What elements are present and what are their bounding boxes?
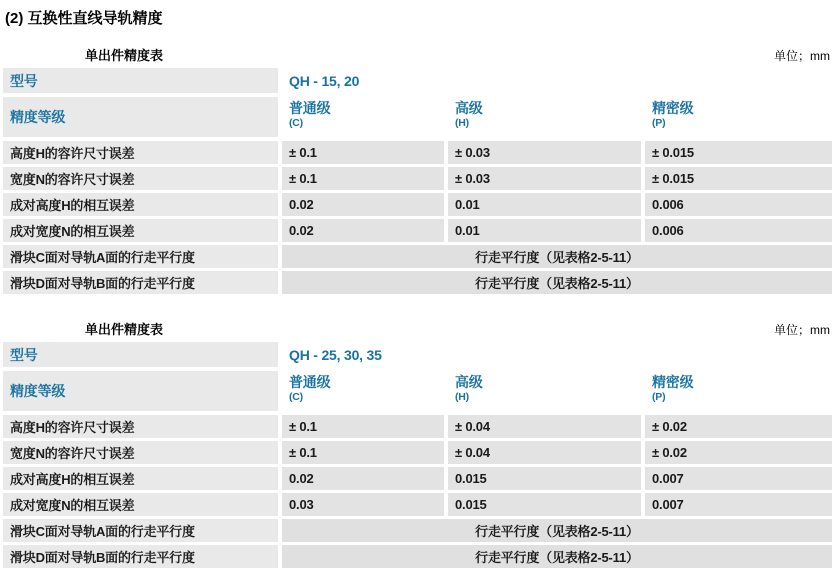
grade-code: (P) [652, 391, 666, 403]
value-p: ± 0.015 [645, 141, 832, 164]
value-h: ± 0.04 [448, 441, 641, 464]
grade-label: 精度等级 [3, 371, 278, 411]
value-c: 0.02 [282, 219, 444, 242]
grade-name: 高级 [455, 374, 483, 390]
table-row [3, 141, 832, 164]
precision-table-qh-25-30-35 [3, 321, 832, 568]
value-c: ± 0.1 [282, 167, 444, 190]
row-label: 宽度N的容许尺寸误差 [3, 167, 278, 190]
value-p: 0.006 [645, 193, 832, 216]
table-caption: 单出件精度表 [85, 322, 164, 337]
grade-code: (H) [455, 391, 469, 403]
table-row [3, 519, 832, 542]
model-row [3, 68, 832, 93]
value-c: 0.03 [282, 493, 444, 516]
model-row [3, 342, 832, 367]
unit-label: 单位；mm [774, 323, 830, 337]
value-p: 0.007 [645, 493, 832, 516]
value-h: 0.01 [448, 219, 641, 242]
value-h: 0.015 [448, 493, 641, 516]
table-row [3, 441, 832, 464]
table-row [3, 193, 832, 216]
span-value: 行走平行度（见表格2-5-11） [282, 245, 832, 268]
table-row [3, 219, 832, 242]
span-value: 行走平行度（见表格2-5-11） [282, 519, 832, 542]
value-h: ± 0.04 [448, 415, 641, 438]
value-p: ± 0.02 [645, 415, 832, 438]
table-row [3, 167, 832, 190]
value-h: ± 0.03 [448, 167, 641, 190]
grade-name: 普通级 [289, 100, 331, 116]
value-c: ± 0.1 [282, 441, 444, 464]
table-row [3, 545, 832, 568]
row-label: 滑块D面对导轨B面的行走平行度 [3, 545, 278, 568]
grade-header-row [3, 97, 832, 137]
value-h: 0.01 [448, 193, 641, 216]
grade-name: 精密级 [652, 100, 694, 116]
value-p: 0.006 [645, 219, 832, 242]
grade-code: (C) [289, 117, 303, 129]
value-c: 0.02 [282, 467, 444, 490]
value-h: 0.015 [448, 467, 641, 490]
grade-high [448, 97, 641, 137]
row-label: 成对宽度N的相互误差 [3, 493, 278, 516]
grade-normal [282, 97, 444, 137]
table-row [3, 415, 832, 438]
value-c: ± 0.1 [282, 141, 444, 164]
page-title: (2) 互换性直线导轨精度 [5, 10, 163, 27]
unit-label: 单位；mm [774, 49, 830, 63]
model-label: 型号 [3, 342, 278, 367]
value-h: ± 0.03 [448, 141, 641, 164]
grade-precision [645, 371, 832, 411]
grade-normal [282, 371, 444, 411]
value-p: ± 0.015 [645, 167, 832, 190]
row-label: 成对高度H的相互误差 [3, 193, 278, 216]
grade-precision [645, 97, 832, 137]
grade-name: 普通级 [289, 374, 331, 390]
precision-table-qh-15-20 [3, 47, 832, 294]
table-caption: 单出件精度表 [85, 48, 164, 63]
row-label: 成对高度H的相互误差 [3, 467, 278, 490]
value-p: ± 0.02 [645, 441, 832, 464]
model-label: 型号 [3, 68, 278, 93]
grade-name: 精密级 [652, 374, 694, 390]
table-row [3, 467, 832, 490]
model-value: QH - 15, 20 [282, 68, 832, 93]
row-label: 成对宽度N的相互误差 [3, 219, 278, 242]
row-label: 高度H的容许尺寸误差 [3, 141, 278, 164]
row-label: 滑块C面对导轨A面的行走平行度 [3, 519, 278, 542]
caption-row [3, 47, 832, 64]
grade-code: (C) [289, 391, 303, 403]
table-row [3, 271, 832, 294]
model-value: QH - 25, 30, 35 [282, 342, 832, 367]
row-label: 高度H的容许尺寸误差 [3, 415, 278, 438]
span-value: 行走平行度（见表格2-5-11） [282, 271, 832, 294]
table-row [3, 245, 832, 268]
row-label: 宽度N的容许尺寸误差 [3, 441, 278, 464]
grade-header-row [3, 371, 832, 411]
table-row [3, 493, 832, 516]
value-c: ± 0.1 [282, 415, 444, 438]
row-label: 滑块C面对导轨A面的行走平行度 [3, 245, 278, 268]
grade-code: (P) [652, 117, 666, 129]
value-p: 0.007 [645, 467, 832, 490]
span-value: 行走平行度（见表格2-5-11） [282, 545, 832, 568]
value-c: 0.02 [282, 193, 444, 216]
grade-label: 精度等级 [3, 97, 278, 137]
grade-code: (H) [455, 117, 469, 129]
grade-high [448, 371, 641, 411]
caption-row [3, 321, 832, 338]
row-label: 滑块D面对导轨B面的行走平行度 [3, 271, 278, 294]
grade-name: 高级 [455, 100, 483, 116]
